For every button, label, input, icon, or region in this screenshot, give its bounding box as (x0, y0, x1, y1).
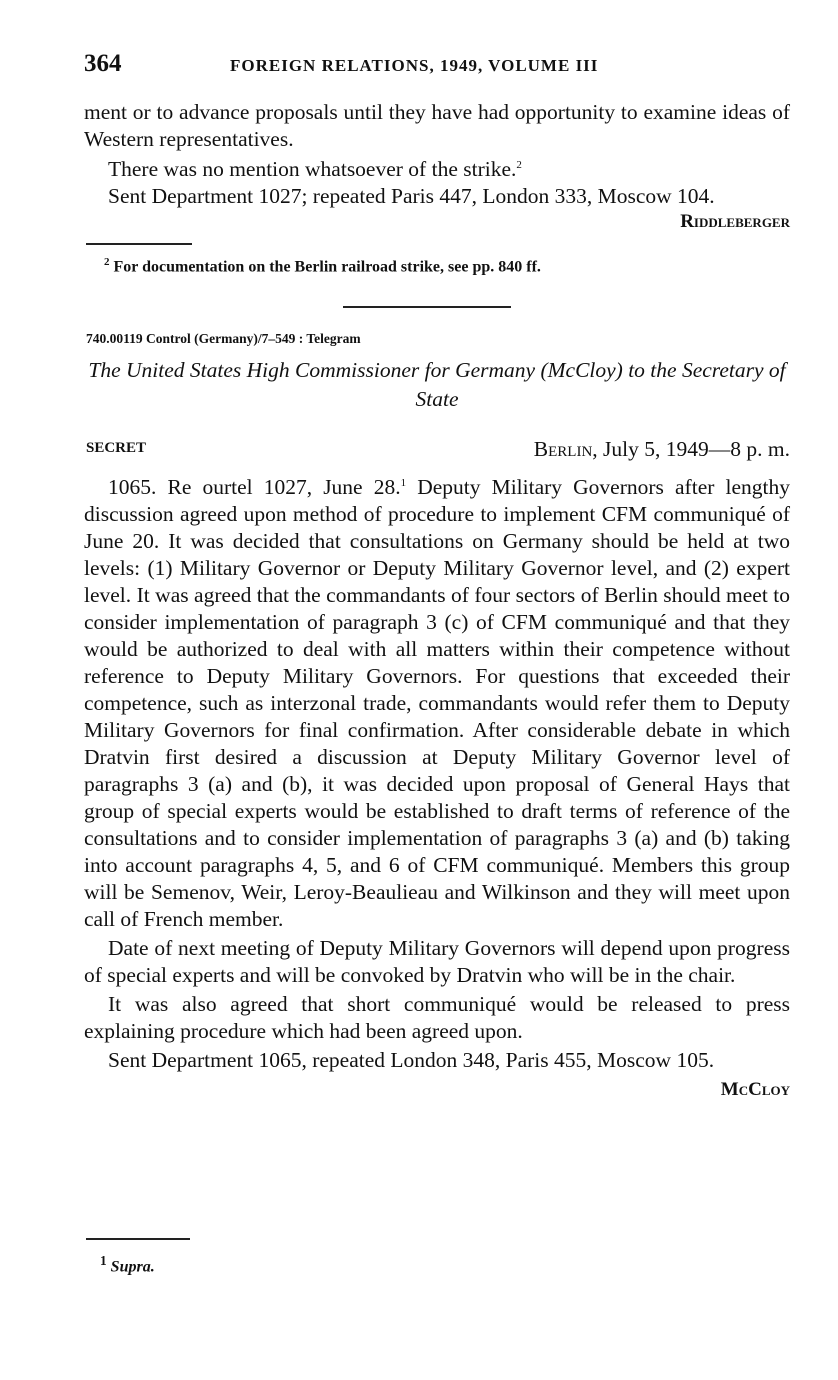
place-date (534, 437, 790, 462)
classification: SECRET (86, 440, 147, 456)
paragraph-text: Deputy Military Governors after lengthy discussion agreed upon method of procedure to implement CFM communiqué of June 20. It was decided that consultations on Germany should be held at two levels: (1) Military Governor or Deputy Military Governor level, and (2) expert level. It was agreed that the commandants of four sectors of Berlin should meet to consider implementation of paragraph 3 (c) of CFM communiqué and that they would be authorized to deal with all matters within their competence without reference to Deputy Military Governors. For questions that exceeded their competence, such as interzonal trade, commandants would refer them to Deputy Military Governors for final confirmation. After considerable debate in which Dratvin first desired a discussion at Deputy Military Governor level of paragraphs 3 (a) and (b), it was decided upon proposal of General Hays that group of special experts would be established to draft terms of reference of the consultations and to consider implementation of paragraphs 3 (a) and (b) taking into account paragraphs 4, 5, and 6 of CFM communiqué. Members this group will be Semenov, Weir, Leroy-Beaulieau and Wilkinson and they will meet upon call of French member. (84, 475, 790, 932)
signature: McCloy (720, 1079, 790, 1101)
footnote-divider (86, 243, 192, 245)
page-header (84, 50, 790, 80)
footnote-reference: 2 (516, 159, 522, 171)
place: Berlin (533, 437, 593, 461)
paragraph-text: 1065. Re ourtel 1027, June 28. (108, 475, 401, 500)
document-separator (343, 306, 511, 308)
footnote-reference: 1 (400, 477, 407, 489)
footnote-divider (86, 1238, 190, 1240)
distribution-line: Sent Department 1065, repeated London 348, Paris 455, Moscow 105. (108, 1048, 715, 1073)
continued-paragraph: ment or to advance proposals until they have had opportunity to examine ideas of Western representatives. (84, 100, 790, 151)
running-head: FOREIGN RELATIONS, 1949, VOLUME III (230, 56, 599, 75)
previous-document-ending (84, 99, 790, 236)
paragraph (84, 470, 790, 933)
paragraph-text: There was no mention whatsoever of the strike. (108, 157, 517, 182)
distribution-line: Sent Department 1027; repeated Paris 447, London 333, Moscow 104. (108, 183, 715, 208)
footnote (100, 1253, 155, 1276)
file-number: 740.00119 Control (Germany)/7–549 : Telegram (86, 331, 361, 346)
footnote-text: For documentation on the Berlin railroad strike, see pp. 840 ff. (113, 258, 541, 276)
footnote-marker: 1 (100, 1253, 107, 1268)
signature: Riddleberger (680, 211, 790, 233)
paragraph (84, 152, 790, 183)
page-number: 364 (84, 50, 122, 77)
paragraph: Date of next meeting of Deputy Military Governors will depend upon progress of special experts and will be convoked by Dratvin who will be in the chair. (84, 936, 790, 988)
telegram-body (84, 470, 790, 1105)
date: , July 5, 1949—8 p. m. (592, 437, 790, 461)
dateline (84, 437, 790, 465)
document-title: The United States High Commissioner for Germany (McCloy) to the Secretary of State (88, 358, 786, 411)
footnote (104, 256, 541, 276)
footnote-marker: 2 (104, 256, 110, 268)
paragraph: It was also agreed that short communiqué would be released to press explaining procedure which had been agreed upon. (84, 992, 790, 1044)
footnote-text: Supra. (110, 1258, 155, 1276)
